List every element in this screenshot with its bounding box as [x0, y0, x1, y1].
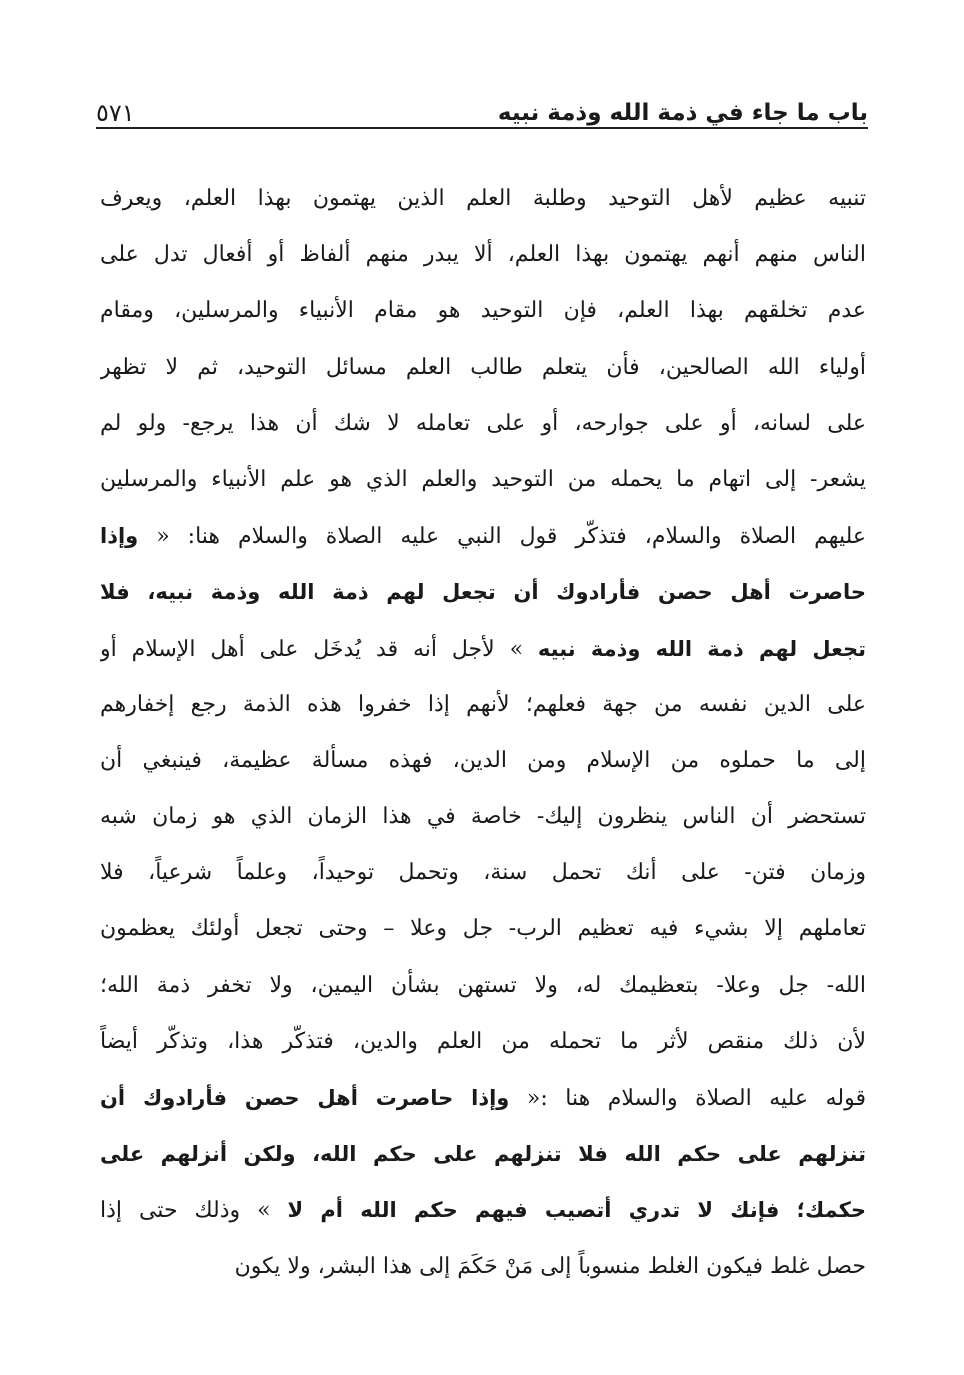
text-line: وزمان فتن- على أنك تحمل سنة، وتحمل توحيداً، وعلماً شرعياً، فلا: [100, 860, 866, 886]
chapter-title: باب ما جاء في ذمة الله وذمة نبيه: [497, 100, 868, 126]
text-line: إلى ما حملوه من الإسلام ومن الدين، فهذه مسألة عظيمة، فينبغي أن: [100, 747, 866, 773]
text-line: [100, 1126, 866, 1182]
text-line: قوله عليه الصلاة والسلام هنا :« وإذا حاصرت أهل حصن فأرادوك أن: [100, 1086, 866, 1111]
text-line: يشعر- إلى اتهام ما يحمله من التوحيد والعلم الذي هو علم الأنبياء والمرسلين: [100, 466, 866, 492]
running-header: [96, 84, 868, 128]
text-line: الله- جل وعلا- بتعظيمك له، ولا تستهن بشأن اليمين، ولا تخفر ذمة الله؛: [100, 972, 866, 998]
header-rule: [96, 127, 868, 129]
text-line: [100, 564, 866, 620]
text-line: حكمك؛ فإنك لا تدري أتصيب فيهم حكم الله أم لا » وذلك حتى إذا: [100, 1198, 866, 1224]
page-number: ٥٧١: [96, 99, 135, 127]
hadith-quote: وإذا حاصرت أهل حصن فأرادوك أن: [100, 1086, 510, 1110]
hadith-quote: وإذا: [100, 524, 139, 549]
text-line: عليهم الصلاة والسلام، فتذكّر قول النبي عليه الصلاة والسلام هنا: « وإذا: [100, 524, 866, 550]
text-line: حصل غلط فيكون الغلط منسوباً إلى مَنْ حَكَمَ إلى هذا البشر، ولا يكون: [234, 1253, 866, 1279]
text-line: عدم تخلقهم بهذا العلم، فإن التوحيد هو مقام الأنبياء والمرسلين، ومقام: [100, 298, 866, 324]
hadith-quote: حاصرت أهل حصن فأرادوك أن تجعل لهم ذمة الله وذمة نبيه، فلا: [100, 580, 866, 605]
text-line: على لسانه، أو على جوارحه، أو على تعامله لا شك أن هذا يرجع- ولو لم: [100, 410, 866, 436]
text-line: الناس منهم أنهم يهتمون بهذا العلم، ألا يبدر منهم ألفاظ أو أفعال تدل على: [100, 242, 866, 268]
hadith-quote: تجعل لهم ذمة الله وذمة نبيه: [537, 636, 866, 661]
hadith-quote: حكمك؛ فإنك لا تدري أتصيب فيهم حكم الله أم لا: [287, 1198, 866, 1223]
text-line: تنبيه عظيم لأهل التوحيد وطلبة العلم الذين يهتمون بهذا العلم، ويعرف: [100, 186, 866, 211]
text-line: تجعل لهم ذمة الله وذمة نبيه » لأجل أنه قد يُدخَل على أهل الإسلام أو: [100, 636, 866, 662]
text-line: على الدين نفسه من جهة فعلهم؛ لأنهم إذا خفروا هذه الذمة رجع إخفارهم: [100, 691, 866, 717]
text-line: أولياء الله الصالحين، فأن يتعلم طالب العلم مسائل التوحيد، ثم لا تظهر: [100, 354, 866, 380]
body-text: [100, 171, 866, 1295]
text-line: تستحضر أن الناس ينظرون إليك- خاصة في هذا الزمان الذي هو زمان شبه: [100, 804, 866, 830]
text-line: لأن ذلك منقص لأثر ما تحمله من العلم والدين، فتذكّر هذا، وتذكّر أيضاً: [100, 1028, 866, 1054]
hadith-quote: تنزلهم على حكم الله فلا تنزلهم على حكم الله، ولكن أنزلهم على: [100, 1142, 866, 1167]
text-line: تعاملهم إلا بشيء فيه تعظيم الرب- جل وعلا – وحتى تجعل أولئك يعظمون: [100, 916, 866, 942]
